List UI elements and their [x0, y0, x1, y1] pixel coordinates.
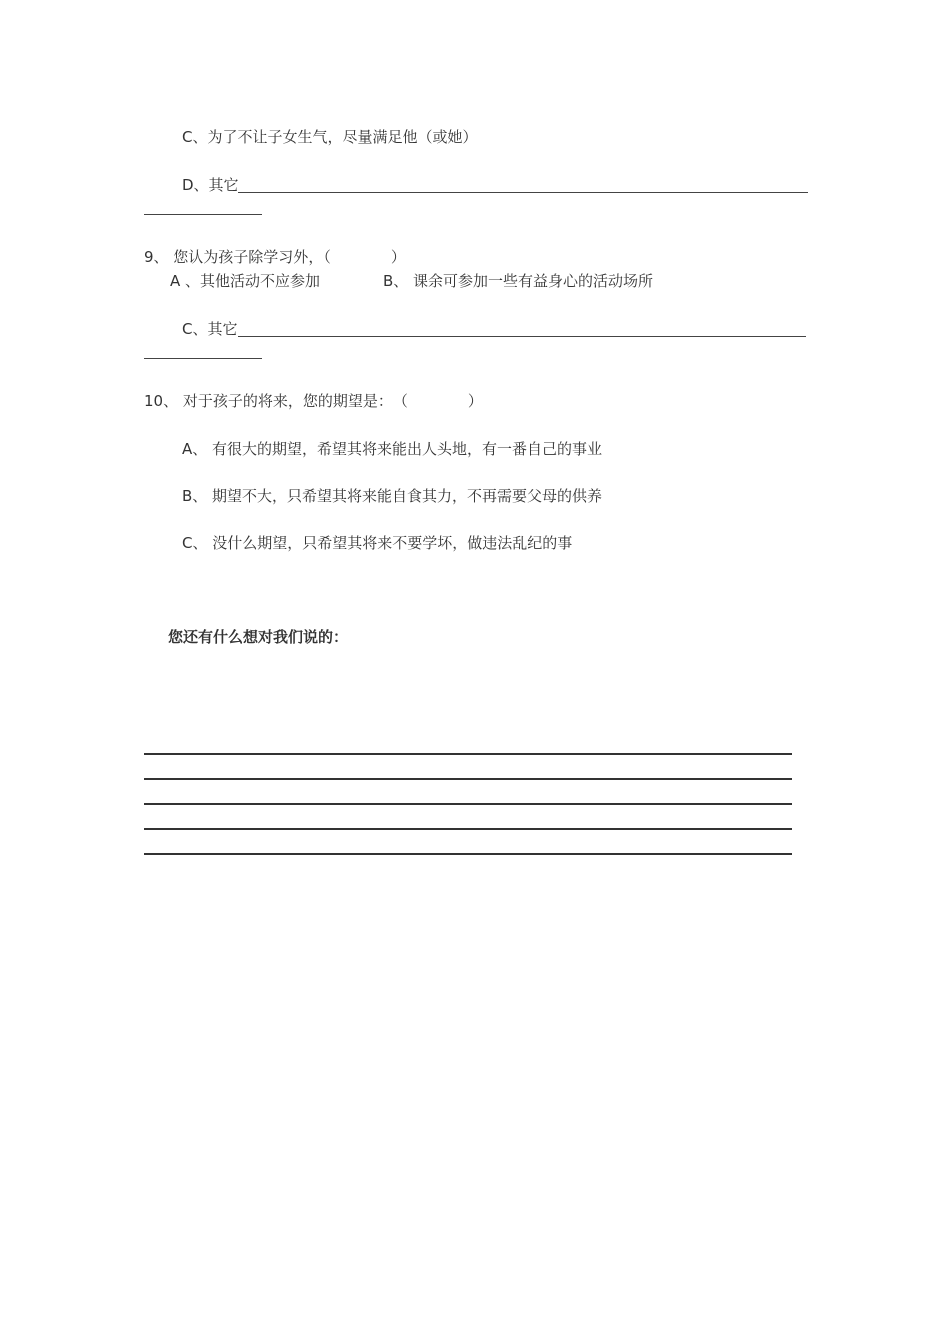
closing-prompt: 您还有什么想对我们说的：	[168, 628, 349, 646]
q10-option-c: C、 没什么期望，只希望其将来不要学坏，做违法乱纪的事	[182, 534, 573, 552]
answer-line-5[interactable]	[144, 853, 792, 855]
q9-option-a: A 、其他活动不应参加	[170, 272, 321, 290]
answer-line-4[interactable]	[144, 828, 792, 830]
q9-option-c-fill-line[interactable]	[238, 336, 806, 337]
answer-line-1[interactable]	[144, 753, 792, 755]
answer-line-2[interactable]	[144, 778, 792, 780]
q8-option-d: D、其它	[182, 176, 239, 194]
q10-question: 10、 对于孩子的将来，您的期望是： （ ）	[144, 392, 483, 410]
q9-option-c: C、其它	[182, 320, 238, 338]
q8-option-d-fill-line[interactable]	[238, 192, 808, 193]
q9-option-b: B、 课余可参加一些有益身心的活动场所	[383, 272, 654, 290]
q9-option-c-fill-line-continued[interactable]	[144, 358, 262, 359]
q8-option-d-fill-line-continued[interactable]	[144, 214, 262, 215]
q10-option-a: A、 有很大的期望，希望其将来能出人头地，有一番自己的事业	[182, 440, 603, 458]
answer-line-3[interactable]	[144, 803, 792, 805]
q9-question: 9、 您认为孩子除学习外，（ ）	[144, 248, 406, 266]
q10-option-b: B、 期望不大，只希望其将来能自食其力，不再需要父母的供养	[182, 487, 603, 505]
q8-option-c: C、为了不让子女生气，尽量满足他（或她）	[182, 128, 478, 146]
